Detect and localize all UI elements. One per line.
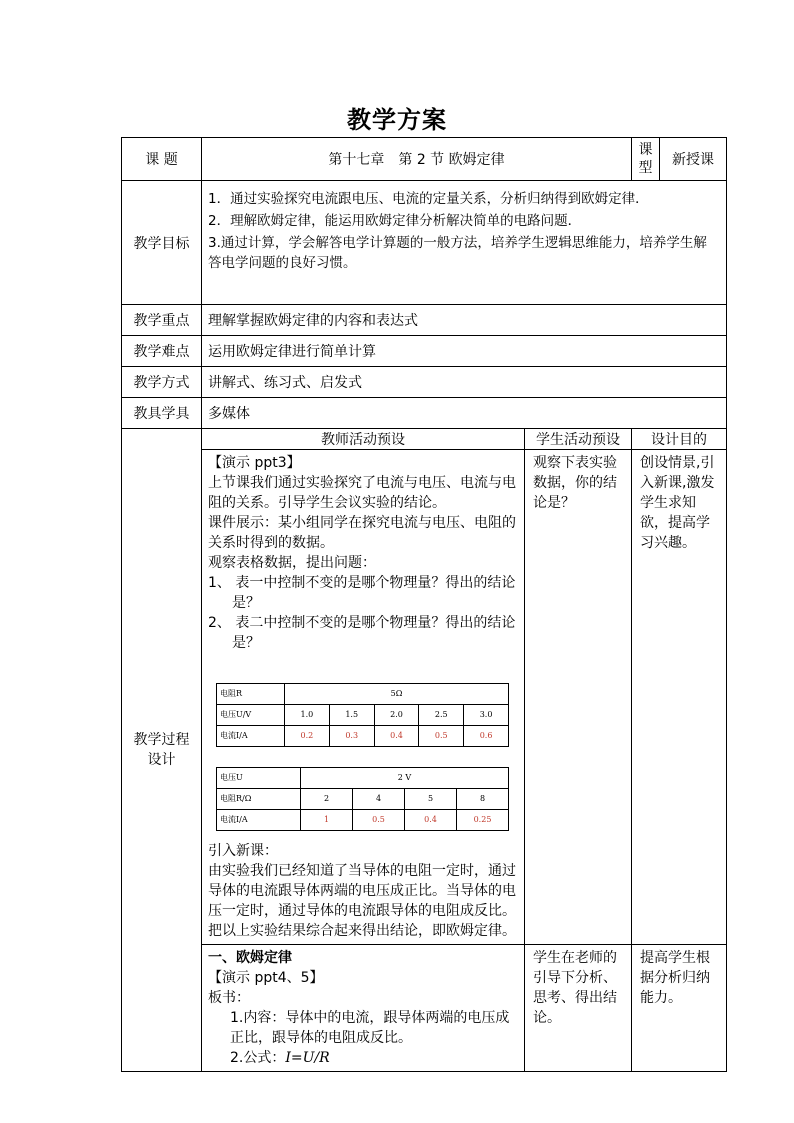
tools-value: 多媒体 — [202, 398, 727, 429]
goal-item: 3.通过计算，学会解答电学计算题的一般方法，培养学生逻辑思维能力，培养学生解答电学问题的良好习惯。 — [208, 235, 707, 271]
difficulty-label: 教学难点 — [122, 336, 202, 367]
process-label: 教学过程 设计 — [122, 429, 202, 1072]
purpose-1: 创设情景,引入新课,激发学生求知欲，提高学习兴趣。 — [632, 450, 727, 945]
tools-label: 教具学具 — [122, 398, 202, 429]
col-student-header: 学生活动预设 — [525, 429, 632, 450]
type-value: 新授课 — [660, 138, 727, 181]
col-teacher-header: 教师活动预设 — [202, 429, 525, 450]
key-point-value: 理解掌握欧姆定律的内容和表达式 — [202, 305, 727, 336]
key-point-label: 教学重点 — [122, 305, 202, 336]
difficulty-value: 运用欧姆定律进行简单计算 — [202, 336, 727, 367]
goal-item: 1．通过实验探究电流跟电压、电流的定量关系，分析归纳得到欧姆定律． — [208, 191, 649, 207]
goals-label: 教学目标 — [122, 181, 202, 305]
teacher-activity-2: 一、欧姆定律 【演示 ppt4、5】 板书： 1.内容：导体中的电流，跟导体两端的电压成正比，跟导体的电阻成反比。 2.公式：I=U/R — [202, 945, 525, 1072]
data-table-1: 电阻R 5Ω 电压U/V 1.0 1.5 2.0 2.5 3.0 电流I/A 0.2 0.3 0.4 0.5 0.6 — [216, 683, 509, 747]
data-table-2: 电压U 2 V 电阻R/Ω 2 4 5 8 电流I/A 1 0.5 0.4 0.25 — [216, 767, 509, 831]
lesson-plan-table — [121, 137, 727, 1072]
type-label: 课型 — [632, 138, 660, 181]
student-activity-2: 学生在老师的引导下分析、思考、得出结论。 — [525, 945, 632, 1072]
col-purpose-header: 设计目的 — [632, 429, 727, 450]
page-title: 教学方案 — [347, 106, 447, 134]
method-value: 讲解式、练习式、启发式 — [202, 367, 727, 398]
purpose-2: 提高学生根据分析归纳能力。 — [632, 945, 727, 1072]
student-activity-1: 观察下表实验数据，你的结论是？ — [525, 450, 632, 945]
goal-item: 2．理解欧姆定律，能运用欧姆定律分析解决简单的电路问题． — [208, 213, 582, 229]
topic-label: 课 题 — [122, 138, 202, 181]
goals-content — [202, 181, 727, 305]
method-label: 教学方式 — [122, 367, 202, 398]
topic-value: 第十七章 第 2 节 欧姆定律 — [202, 138, 632, 181]
teacher-activity-1: 【演示 ppt3】 上节课我们通过实验探究了电流与电压、电流与电阻的关系。引导学生会议实验的结论。 课件展示：某小组同学在探究电流与电压、电阻的关系时得到的数据。 观察表格数据，提出问题： 1、 表一中控制不变的是哪个物理量？得出的结论是？ 2、 表二中控制不变的是哪个物理量？得出的结论是？ 电阻R 5Ω 电压U/V 1.0 1.5 2.0 2.5 3.0 电流I/A 0.2 0.3 0.4 0.5 0.6 电压U 2 V 电阻R/Ω 2 4 5 8 电流I/A 1 0.5 0.4 0.25 引入新课： 由实验我们已经知道了当导体的电阻一定时，通过导体的电流跟导体两端的电压成正比。当导体的电压一定时，通过导体的电流跟导体的电阻成反比。把以上实验结果综合起来得出结论，即欧姆定律。 — [202, 450, 525, 945]
